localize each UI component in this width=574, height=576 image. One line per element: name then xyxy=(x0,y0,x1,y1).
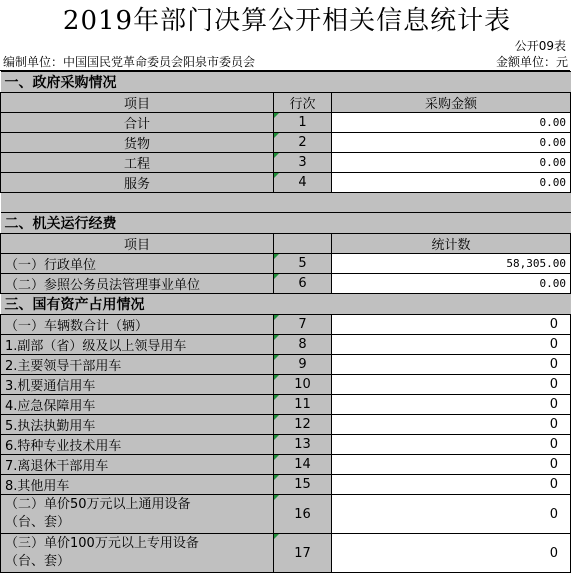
row-no: 9 xyxy=(274,355,332,375)
cell-marker-icon xyxy=(274,274,279,279)
row-amount[interactable]: 0 xyxy=(332,395,571,415)
row-no: 13 xyxy=(274,435,332,455)
cell-marker-icon xyxy=(274,173,279,178)
row-no: 14 xyxy=(274,455,332,475)
row-item: 合计 xyxy=(1,113,274,133)
row-amount[interactable]: 0 xyxy=(332,455,571,475)
row-item: 服务 xyxy=(1,173,274,193)
cell-marker-icon xyxy=(274,534,279,539)
section3-heading: 三、国有资产占用情况 xyxy=(1,294,571,315)
row-item: 7.离退休干部用车 xyxy=(1,455,274,475)
spacer xyxy=(1,193,571,213)
row-no: 8 xyxy=(274,335,332,355)
row-amount[interactable]: 0.00 xyxy=(332,113,571,133)
cell-marker-icon xyxy=(274,415,279,420)
table-row xyxy=(1,395,571,415)
cell-marker-icon xyxy=(274,495,279,500)
row-amount[interactable]: 0 xyxy=(332,475,571,495)
header-item: 项目 xyxy=(1,234,274,254)
row-no: 2 xyxy=(274,133,332,153)
row-no: 17 xyxy=(274,534,332,573)
table-row xyxy=(1,534,571,573)
cell-marker-icon xyxy=(274,315,279,320)
statistics-table xyxy=(0,71,571,573)
table-row xyxy=(1,254,571,274)
table-row xyxy=(1,375,571,395)
row-amount[interactable]: 0 xyxy=(332,335,571,355)
section-heading-row xyxy=(1,213,571,234)
row-item: 货物 xyxy=(1,133,274,153)
table-row xyxy=(1,415,571,435)
table-row xyxy=(1,133,571,153)
cell-marker-icon xyxy=(274,113,279,118)
row-no: 12 xyxy=(274,415,332,435)
table-row xyxy=(1,455,571,475)
row-amount[interactable]: 0.00 xyxy=(332,133,571,153)
row-item: 2.主要领导干部用车 xyxy=(1,355,274,375)
cell-marker-icon xyxy=(274,133,279,138)
row-item: 8.其他用车 xyxy=(1,475,274,495)
row-item: 1.副部（省）级及以上领导用车 xyxy=(1,335,274,355)
row-amount[interactable]: 0 xyxy=(332,534,571,573)
table-row xyxy=(1,173,571,193)
table-row xyxy=(1,435,571,455)
row-item: 4.应急保障用车 xyxy=(1,395,274,415)
cell-marker-icon xyxy=(274,475,279,480)
cell-marker-icon xyxy=(274,355,279,360)
row-no: 7 xyxy=(274,315,332,335)
cell-marker-icon xyxy=(274,435,279,440)
row-item: 5.执法执勤用车 xyxy=(1,415,274,435)
table-row xyxy=(1,495,571,534)
row-no: 15 xyxy=(274,475,332,495)
cell-marker-icon xyxy=(274,395,279,400)
form-id: 公开09表 xyxy=(514,39,566,53)
row-amount[interactable]: 0 xyxy=(332,435,571,455)
row-no: 3 xyxy=(274,153,332,173)
table-row xyxy=(1,113,571,133)
section2-heading: 二、机关运行经费 xyxy=(1,213,571,234)
row-amount[interactable]: 0.00 xyxy=(332,173,571,193)
row-item: 工程 xyxy=(1,153,274,173)
table-row xyxy=(1,335,571,355)
table-row xyxy=(1,274,571,294)
row-no: 1 xyxy=(274,113,332,133)
row-no: 11 xyxy=(274,395,332,415)
cell-marker-icon xyxy=(274,455,279,460)
table-header-row xyxy=(1,93,571,113)
table-row xyxy=(1,475,571,495)
header-amount: 采购金额 xyxy=(332,93,571,113)
row-item: （一）行政单位 xyxy=(1,254,274,274)
table-row xyxy=(1,315,571,335)
row-item: 6.特种专业技术用车 xyxy=(1,435,274,455)
row-amount[interactable]: 0.00 xyxy=(332,153,571,173)
cell-marker-icon xyxy=(274,335,279,340)
row-amount[interactable]: 0 xyxy=(332,315,571,335)
row-amount[interactable]: 0 xyxy=(332,495,571,534)
row-item: （二）单价50万元以上通用设备 （台、套） xyxy=(1,495,274,534)
row-amount[interactable]: 0 xyxy=(332,355,571,375)
compiling-unit: 编制单位：中国国民党革命委员会阳泉市委员会 xyxy=(3,55,256,69)
header-row-no: 行次 xyxy=(274,93,332,113)
table-row xyxy=(1,355,571,375)
table-row xyxy=(1,153,571,173)
row-no: 6 xyxy=(274,274,332,294)
section1-heading: 一、政府采购情况 xyxy=(1,72,571,93)
section-heading-row xyxy=(1,294,571,315)
row-item: （一）车辆数合计（辆） xyxy=(1,315,274,335)
money-unit: 金额单位：元 xyxy=(495,55,568,69)
cell-marker-icon xyxy=(274,153,279,158)
header-item: 项目 xyxy=(1,93,274,113)
cell-marker-icon xyxy=(274,254,279,259)
row-no: 5 xyxy=(274,254,332,274)
table-header-row xyxy=(1,234,571,254)
row-item: （三）单价100万元以上专用设备 （台、套） xyxy=(1,534,274,573)
row-no: 16 xyxy=(274,495,332,534)
spacer-row xyxy=(1,193,571,213)
row-amount[interactable]: 0 xyxy=(332,375,571,395)
row-no: 10 xyxy=(274,375,332,395)
section-heading-row xyxy=(1,72,571,93)
row-item: （二）参照公务员法管理事业单位 xyxy=(1,274,274,294)
page-title: 2019年部门决算公开相关信息统计表 xyxy=(62,6,512,36)
cell-marker-icon xyxy=(274,375,279,380)
row-amount[interactable]: 0 xyxy=(332,415,571,435)
row-item: 3.机要通信用车 xyxy=(1,375,274,395)
header-amount: 统计数 xyxy=(332,234,571,254)
header-row-no xyxy=(274,234,332,254)
row-no: 4 xyxy=(274,173,332,193)
row-amount[interactable]: 0.00 xyxy=(332,274,571,294)
row-amount[interactable]: 58,305.00 xyxy=(332,254,571,274)
